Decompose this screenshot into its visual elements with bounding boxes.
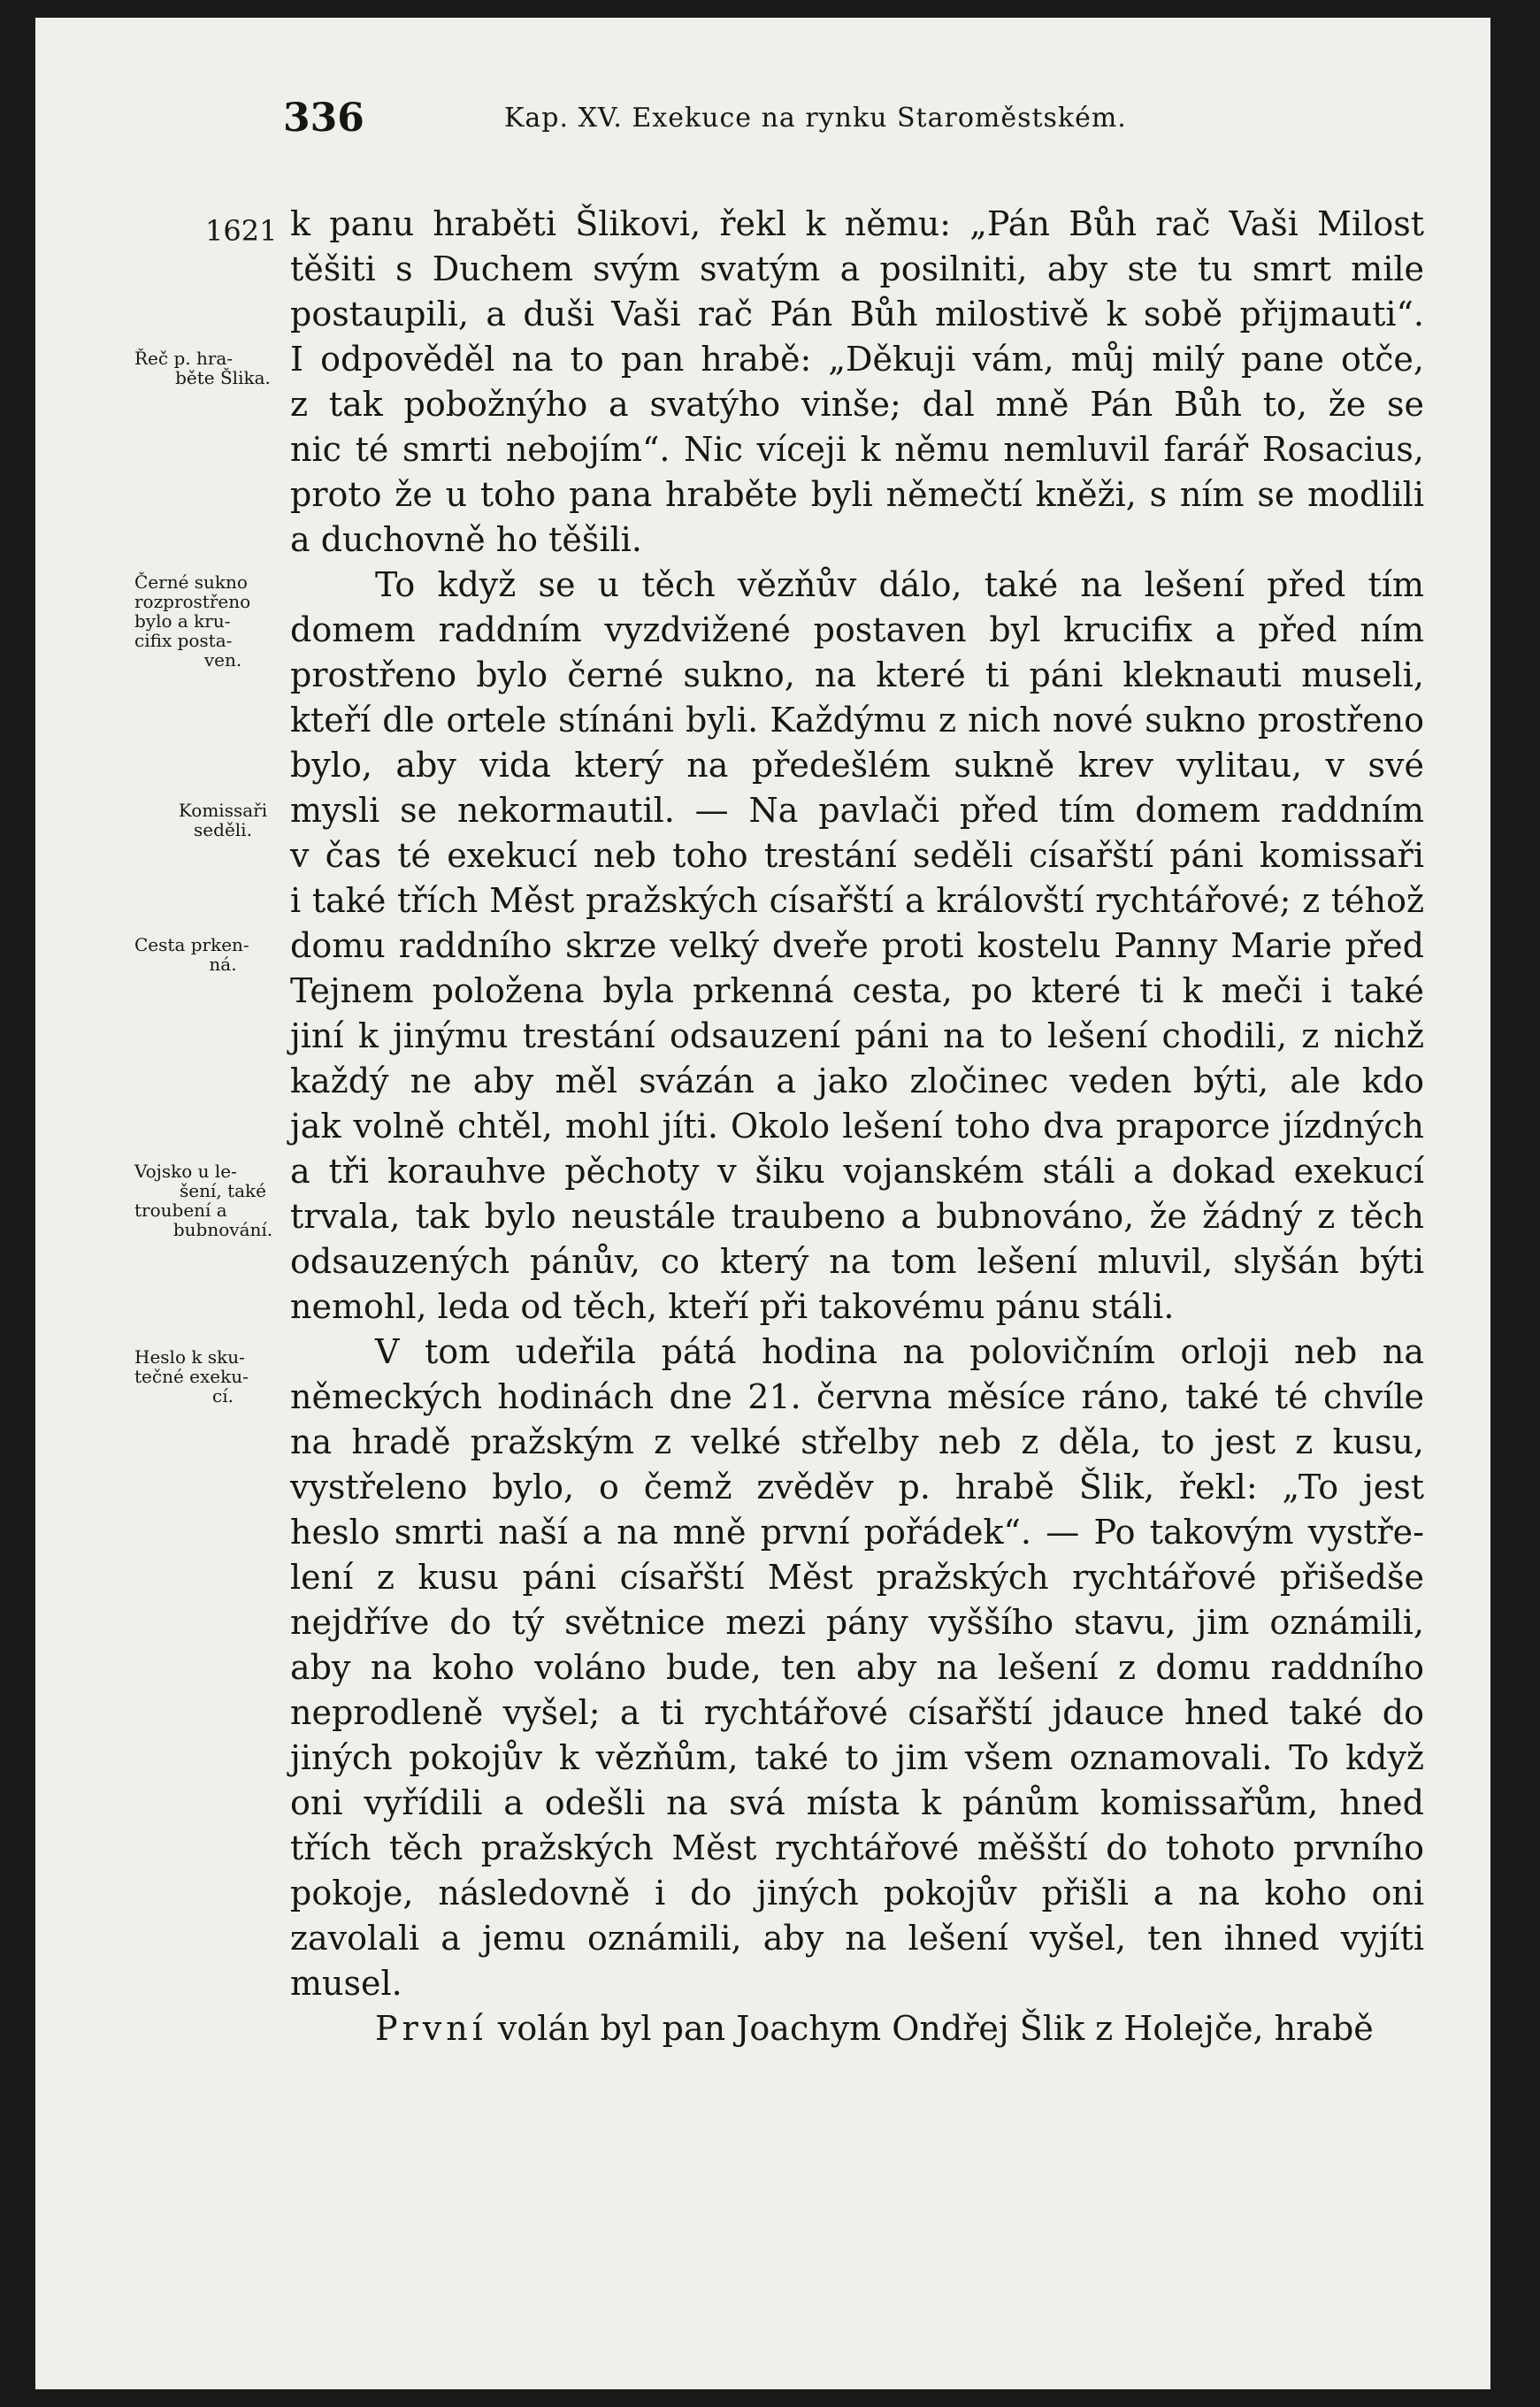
text-line: lení z kusu páni císařští Měst pražských rychtářové přišedše <box>290 1558 1424 1597</box>
side-note-line: tečné exeku- <box>134 1366 249 1387</box>
text-line: v čas té exekucí neb toho trestání seděli císařští páni komissaři <box>290 836 1424 875</box>
text-line: bylo, aby vida který na předešlém sukně krev vylitau, v své <box>290 746 1424 785</box>
text-line: mysli se nekormautil. — Na pavlači před tím domem raddním <box>290 791 1424 830</box>
running-head: Kap. XV. Exekuce na rynku Staroměstském. <box>504 103 1127 134</box>
side-note <box>134 572 311 670</box>
side-note-line: ná. <box>209 954 237 975</box>
text-line: vystřeleno bylo, o čemž zvěděv p. hrabě Šlik, řekl: „To jest <box>290 1468 1424 1506</box>
text-line: oni vyřídili a odešli na svá místa k pánům komissařům, hned <box>290 1783 1424 1822</box>
side-note-line: bubnování. <box>172 1219 273 1240</box>
text-line: nejdříve do tý světnice mezi pány vyššího stavu, jim oznámili, <box>290 1603 1424 1642</box>
side-note-line: troubení a <box>134 1200 227 1221</box>
text-line: zavolali a jemu oznámili, aby na lešení vyšel, ten ihned vyjíti <box>290 1919 1424 1958</box>
side-note-line: seděli. <box>194 819 252 840</box>
text-line: Tejnem položena byla prkenná cesta, po které ti k meči i také <box>290 971 1424 1010</box>
text-line: na hradě pražským z velké střelby neb z děla, to jest z kusu, <box>290 1422 1424 1461</box>
text-line: a tři korauhve pěchoty v šiku vojanském stáli a dokad exekucí <box>290 1152 1424 1191</box>
text-line-rest: volán byl pan Joachym Ondřej Šlik z Holejče, hrabě <box>487 2009 1374 2048</box>
text-line: nic té smrti nebojím“. Nic víceji k němu nemluvil farář Rosacius, <box>290 430 1424 469</box>
text-line: jak volně chtěl, mohl jíti. Okolo lešení toho dva praporce jízdných <box>290 1107 1424 1146</box>
text-line: odsauzených pánův, co který na tom lešení mluvil, slyšán býti <box>290 1242 1424 1281</box>
side-note <box>134 935 311 974</box>
text-line: To když se u těch vězňův dálo, také na lešení před tím <box>375 565 1424 604</box>
side-note-line: Řeč p. hra- <box>134 348 234 369</box>
side-note <box>134 1161 311 1239</box>
side-note-line: Černé sukno <box>134 571 248 593</box>
text-line <box>290 2006 1424 2051</box>
text-line: i také třích Měst pražských císařští a královští rychtářové; z téhož <box>290 881 1424 920</box>
page-number: 336 <box>283 96 364 141</box>
text-line: nemohl, leda od těch, kteří při takovému pánu stáli. <box>290 1287 1175 1326</box>
book-page <box>35 18 1490 2389</box>
text-line: a duchovně ho těšili. <box>290 520 642 559</box>
text-line: trvala, tak bylo neustále traubeno a bubnováno, že žádný z těch <box>290 1197 1424 1236</box>
text-line: třích těch pražských Měst rychtářové měšští do tohoto prvního <box>290 1828 1424 1867</box>
text-line: aby na koho voláno bude, ten aby na lešení z domu raddního <box>290 1648 1424 1687</box>
side-note-line: běte Šlika. <box>175 367 271 388</box>
text-line: těšiti s Duchem svým svatým a posilniti, aby ste tu smrt mile <box>290 249 1424 288</box>
text-line: I odpověděl na to pan hrabě: „Děkuji vám, můj milý pane otče, <box>290 340 1424 379</box>
margin-year: 1621 <box>205 214 278 248</box>
side-note-line: Cesta prken- <box>134 934 249 955</box>
text-line: neprodleně vyšel; a ti rychtářové císařští jdauce hned také do <box>290 1693 1424 1732</box>
text-line: domem raddním vyzdvižené postaven byl krucifix a před ním <box>290 610 1424 649</box>
side-note-line: Heslo k sku- <box>134 1346 245 1368</box>
text-line: V tom udeřila pátá hodina na polovičním orloji neb na <box>375 1332 1424 1371</box>
side-note-line: cifix posta- <box>134 630 233 651</box>
side-note-line: šení, také <box>179 1180 266 1201</box>
body-text <box>290 202 1424 2051</box>
text-line: domu raddního skrze velký dveře proti kostelu Panny Marie před <box>290 926 1424 965</box>
side-note <box>134 801 311 839</box>
side-note-line: cí. <box>212 1385 234 1407</box>
side-note-line: rozprostřeno <box>134 591 251 612</box>
text-line: musel. <box>290 1964 402 2003</box>
text-line: kteří dle ortele stínáni byli. Každýmu z nich nové sukno prostřeno <box>290 701 1424 740</box>
side-note-line: ven. <box>203 649 242 671</box>
side-note <box>134 349 311 387</box>
side-note-line: Vojsko u le- <box>134 1161 237 1182</box>
text-line: německých hodinách dne 21. června měsíce ráno, také té chvíle <box>290 1377 1424 1416</box>
spaced-word: První <box>375 2009 487 2048</box>
text-line: pokoje, následovně i do jiných pokojův přišli a na koho oni <box>290 1874 1424 1913</box>
side-note-line: Komissaři <box>178 800 268 821</box>
text-line: k panu hraběti Šlikovi, řekl k němu: „Pán Bůh rač Vaši Milost <box>290 204 1424 243</box>
text-line: prostřeno bylo černé sukno, na které ti páni kleknauti museli, <box>290 655 1424 694</box>
page-header <box>283 96 1274 157</box>
text-line: proto že u toho pana hraběte byli němečtí kněži, s ním se modlili <box>290 475 1424 514</box>
text-line: postaupili, a duši Vaši rač Pán Bůh milostivě k sobě přijmauti“. <box>290 295 1424 333</box>
text-line: jiní k jinýmu trestání odsauzení páni na to lešení chodili, z nichž <box>290 1016 1424 1055</box>
side-note-line: bylo a kru- <box>134 610 231 632</box>
text-line: každý ne aby měl svázán a jako zločinec veden býti, ale kdo <box>290 1062 1424 1100</box>
side-note <box>134 1347 311 1406</box>
text-line: jiných pokojův k vězňům, také to jim všem oznamovali. To když <box>290 1738 1424 1777</box>
text-line: z tak pobožnýho a svatýho vinše; dal mně Pán Bůh to, že se <box>290 385 1424 424</box>
text-line: heslo smrti naší a na mně první pořádek“. — Po takovým vystře- <box>290 1513 1424 1552</box>
